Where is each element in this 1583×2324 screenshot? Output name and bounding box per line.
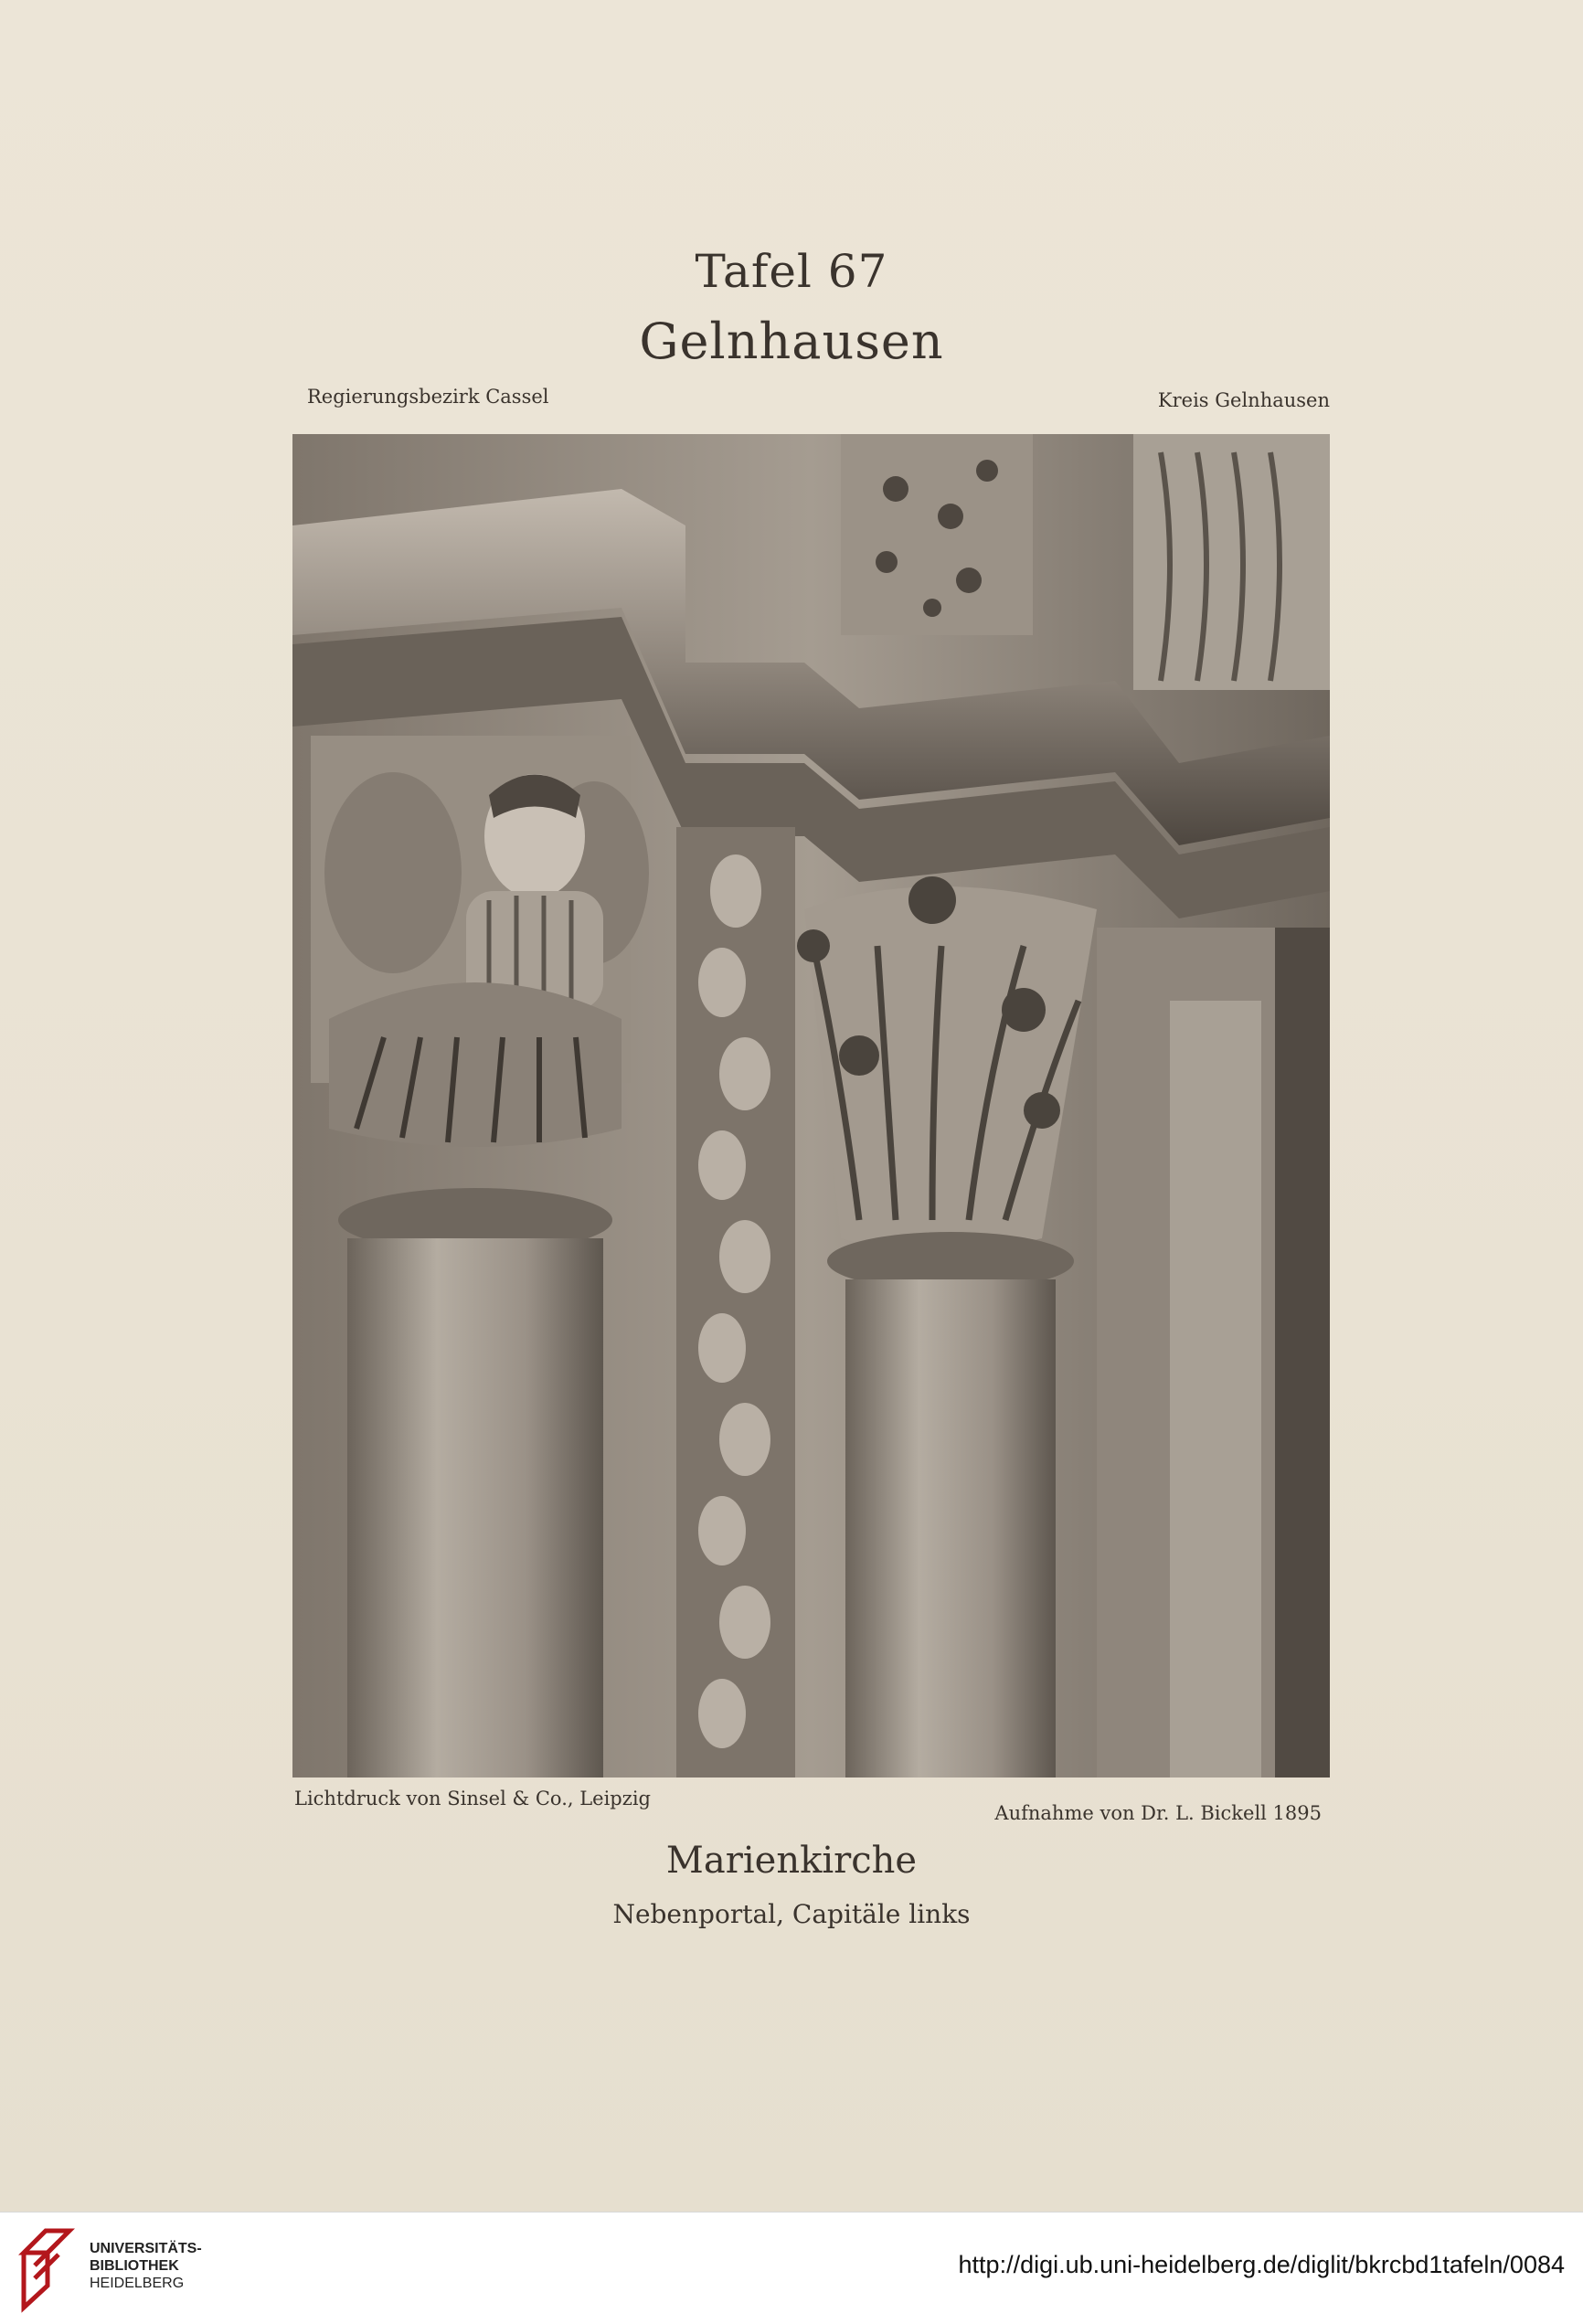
permalink-url[interactable]: http://digi.ub.uni-heidelberg.de/diglit/bkrcbd1tafeln/0084 <box>958 2251 1565 2278</box>
library-name-line3: HEIDELBERG <box>90 2276 185 2291</box>
library-name-line1: UNIVERSITÄTS- <box>90 2241 202 2256</box>
place-title: Gelnhausen <box>639 313 944 370</box>
photographer-credit: Aufnahme von Dr. L. Bickell 1895 <box>994 1802 1322 1824</box>
library-name-line2: BIBLIOTHEK <box>90 2258 179 2274</box>
library-name[interactable] <box>90 2240 202 2292</box>
caption-subtitle: Nebenportal, Capitäle links <box>612 1899 971 1929</box>
library-footer <box>0 2212 1583 2324</box>
capitals-illustration <box>292 434 1330 1777</box>
region-label: Regierungsbezirk Cassel <box>307 386 549 408</box>
plate-number: Tafel 67 <box>695 245 888 298</box>
architectural-photograph <box>292 434 1330 1777</box>
district-label: Kreis Gelnhausen <box>1157 389 1330 411</box>
left-column-shaft <box>347 1238 603 1777</box>
printer-credit: Lichtdruck von Sinsel & Co., Leipzig <box>294 1788 651 1809</box>
library-logo-icon[interactable] <box>18 2225 75 2313</box>
right-column-shaft <box>845 1279 1056 1777</box>
caption-title: Marienkirche <box>665 1840 918 1882</box>
